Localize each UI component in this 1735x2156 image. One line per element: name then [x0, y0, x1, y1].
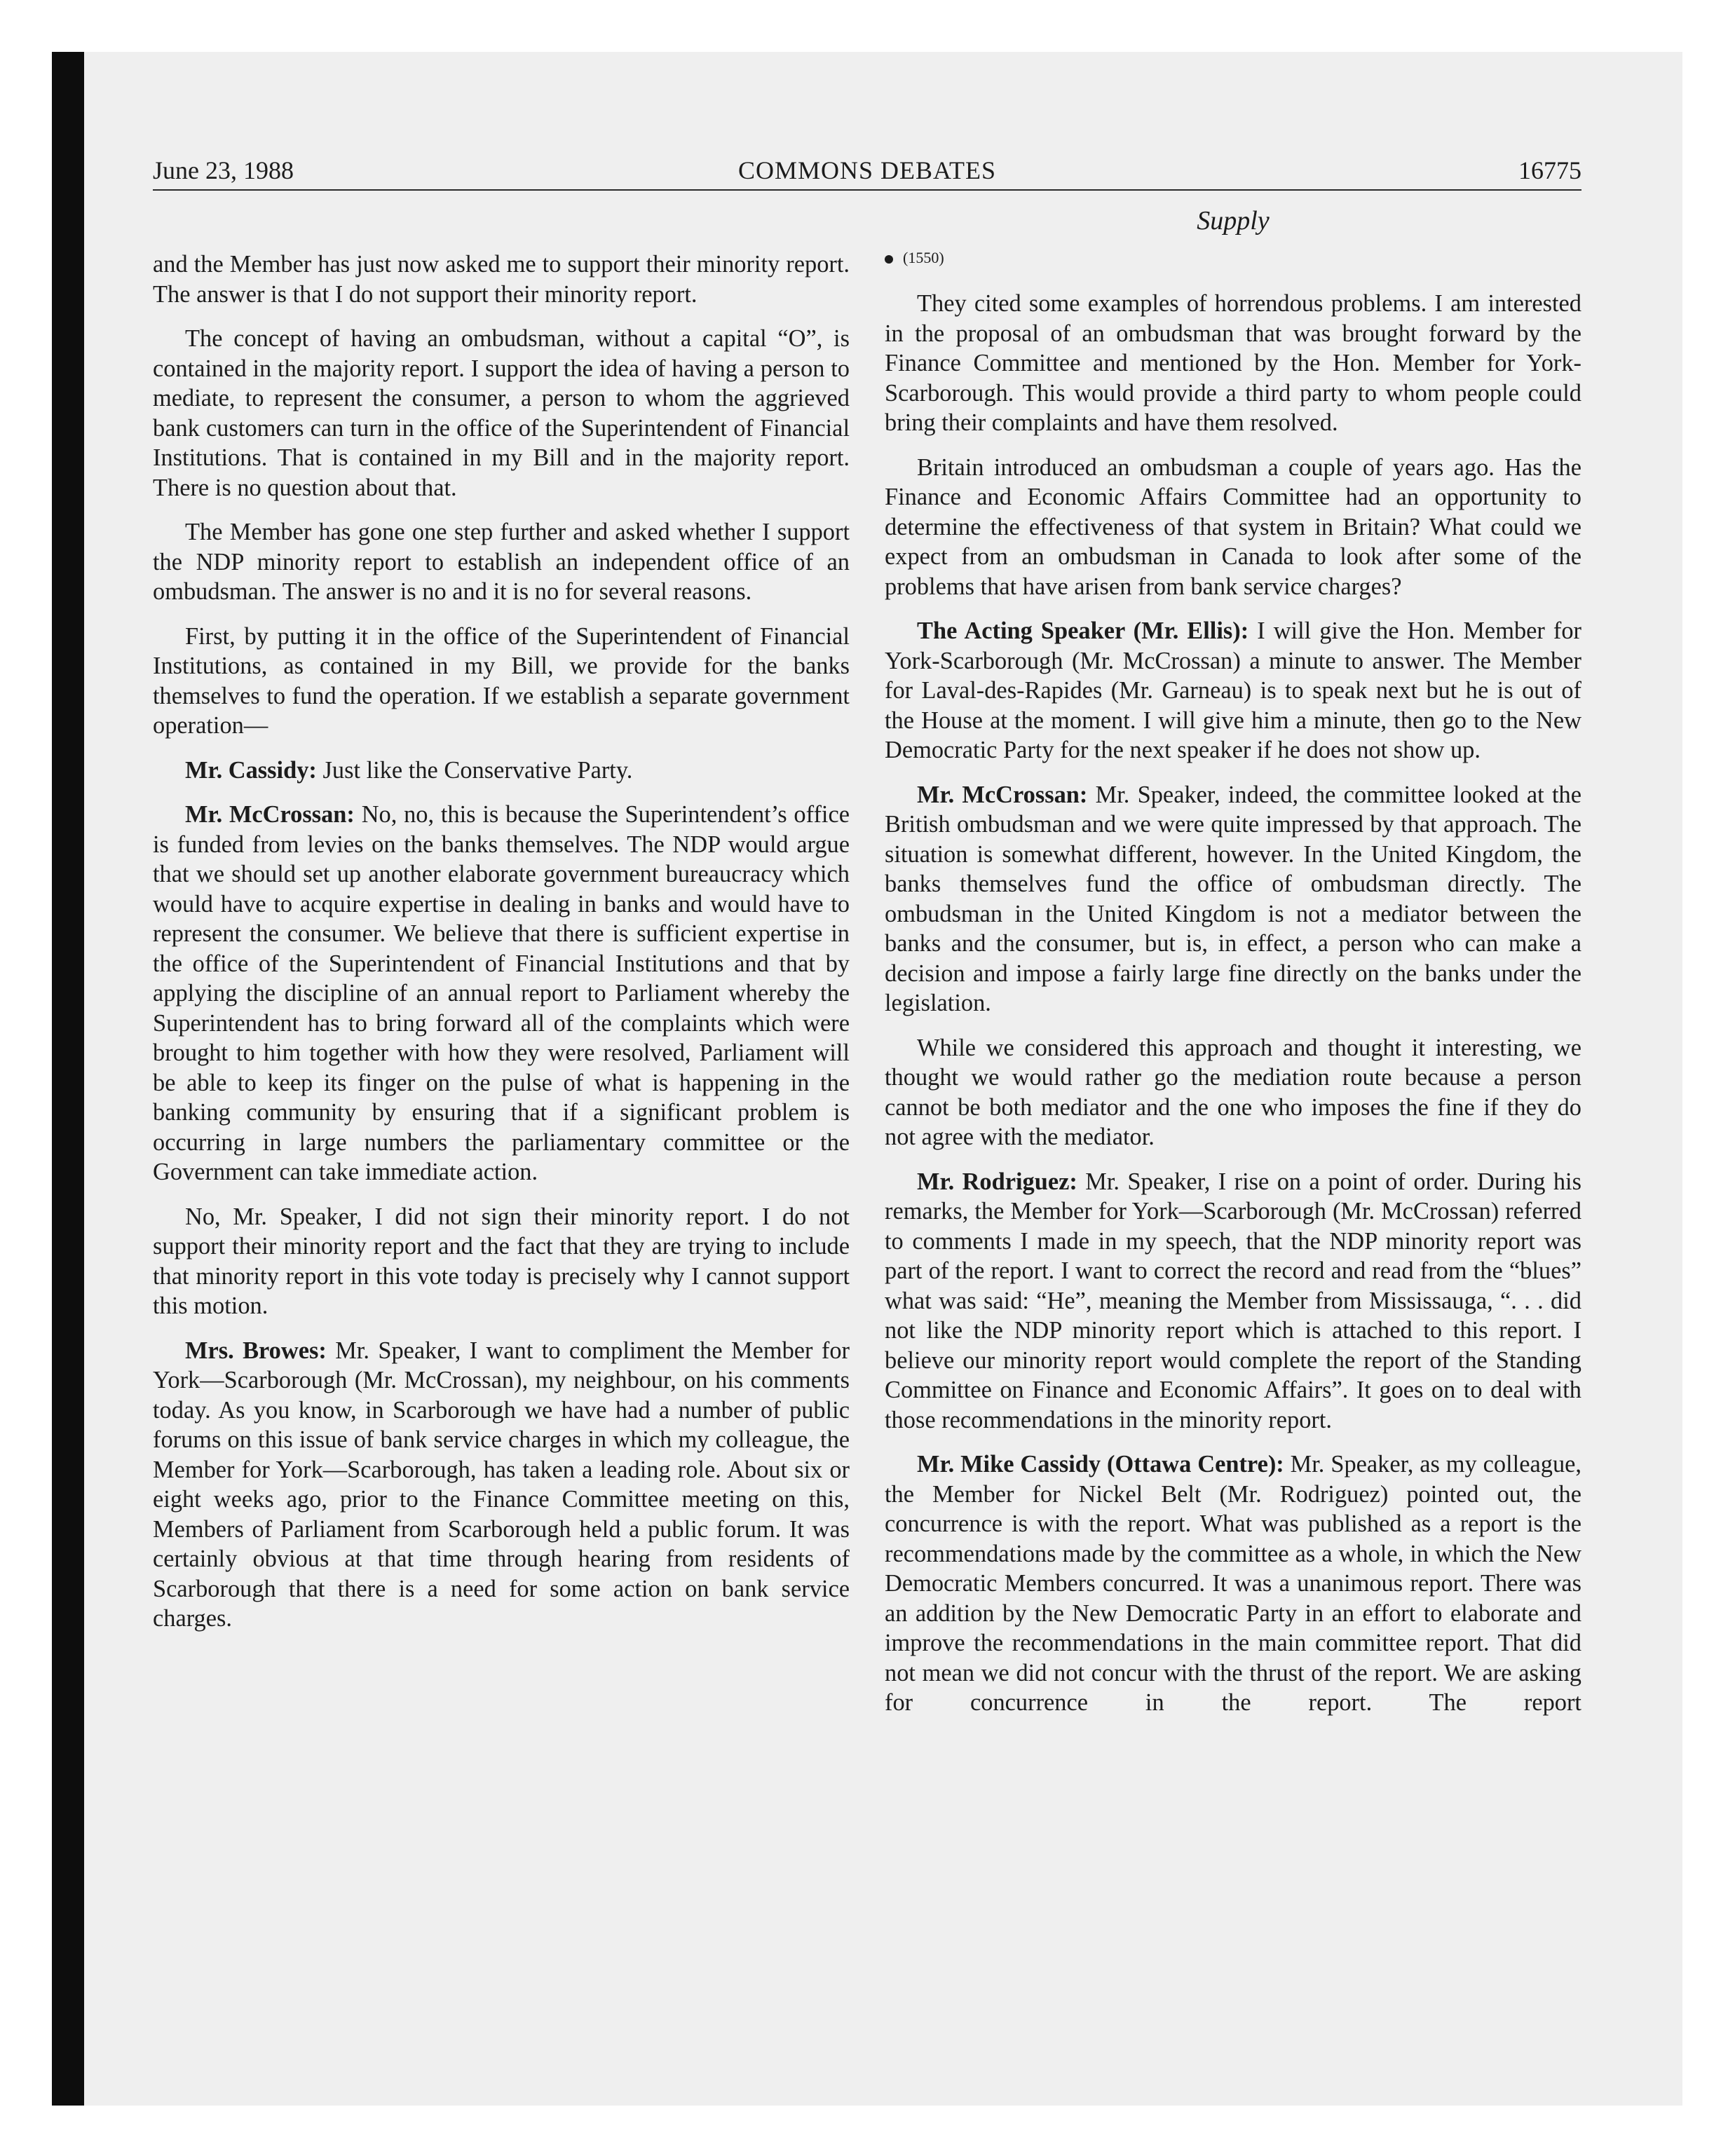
paragraph-text: I will give the Hon. Member for York-Scarborough (Mr. McCrossan) a minute to answer. The Member for Laval-des-Rapides (Mr. Garneau) is to speak next but he is out of the House at the moment. I will give him a minute, then go to the New Democratic Party for the next speaker if he does not show up. — [885, 618, 1581, 763]
paragraph — [885, 1449, 1581, 1718]
paragraph — [885, 453, 1581, 602]
paragraph-text: While we considered this approach and thought it interesting, we thought we would rather go the mediation route because a person cannot be both mediator and the one who imposes the fine if they do not agree with the mediator. — [885, 1034, 1581, 1150]
paragraph-text: First, by putting it in the office of the Superintendent of Financial Institutions, as contained in my Bill, we provide for the banks themselves to fund the operation. If we establish a separate government operation— — [153, 622, 850, 739]
paragraph — [153, 756, 850, 786]
paragraph — [885, 616, 1581, 765]
header-page-number: 16775 — [1518, 156, 1581, 184]
speaker-name: Mr. Mike Cassidy (Ottawa Centre): — [917, 1451, 1284, 1478]
left-column — [153, 250, 850, 1649]
paragraph-text: and the Member has just now asked me to support their minority report. The answer is that I do not support their minority report. — [153, 251, 850, 308]
paragraph — [153, 622, 850, 741]
speaker-name: Mr. McCrossan: — [185, 801, 355, 828]
paragraph — [153, 517, 850, 607]
speaker-name: Mrs. Browes: — [185, 1337, 327, 1364]
section-title: Supply — [1197, 206, 1270, 236]
paragraph — [153, 1202, 850, 1321]
paragraph — [153, 800, 850, 1187]
scan-border — [52, 52, 84, 2106]
speaker-name: Mr. Cassidy: — [185, 756, 317, 784]
paragraph-text: No, Mr. Speaker, I did not sign their minority report. I do not support their minority report and the fact that they are trying to include that minority report in this vote today is precisely why I cannot support this motion. — [153, 1203, 850, 1319]
speaker-name: Mr. McCrossan: — [917, 781, 1088, 808]
speaker-name: Mr. Rodriguez: — [917, 1168, 1077, 1195]
paragraph — [153, 324, 850, 503]
paragraph — [885, 1167, 1581, 1435]
right-column — [885, 245, 1581, 1733]
paragraph-text: The concept of having an ombudsman, without a capital “O”, is contained in the majority report. I support the idea of having a person to mediate, to represent the consumer, a person to whom the aggrieved bank customers can turn in the office of the Superintendent of Financial Institutions. That is contained in my Bill and in the majority report. There is no question about that. — [153, 325, 850, 501]
header-publication: COMMONS DEBATES — [737, 156, 997, 184]
paragraph-text: Just like the Conservative Party. — [322, 756, 633, 784]
paragraph-text: Mr. Speaker, indeed, the committee looked at the British ombudsman and we were quite impressed by that approach. The situation is somewhat different, however. In the United Kingdom, the banks themselves fund the office of ombudsman directly. The ombudsman in the United Kingdom is not a mediator between the banks and the consumer, but is, in effect, a person who can make a decision and impose a fairly large fine directly on the banks under the legislation. — [885, 781, 1581, 1016]
bullet-icon — [885, 255, 893, 264]
paragraph — [153, 250, 850, 309]
speaker-name: The Acting Speaker (Mr. Ellis): — [917, 618, 1249, 644]
paragraph — [885, 289, 1581, 438]
paragraph-text: Britain introduced an ombudsman a couple of years ago. Has the Finance and Economic Affairs Committee had an opportunity to determine the effectiveness of that system in Britain? What could we expect from an ombudsman in Canada to look after some of the problems that have arisen from bank service charges? — [885, 453, 1581, 600]
running-header — [153, 151, 1581, 191]
header-date: June 23, 1988 — [153, 156, 294, 184]
paragraph-text: Mr. Speaker, I rise on a point of order. During his remarks, the Member for York—Scarborough (Mr. McCrossan) referred to comments I made in my speech, that the NDP minority report was part of the report. I want to correct the record and read from the “blues” what was said: “He”, meaning the Member from Mississauga, “. . . did not like the NDP minority report which is attached to this report. I believe our minority report would complete the report of the Standing Committee on Finance and Economic Affairs”. It goes on to deal with those recommendations in the minority report. — [885, 1168, 1581, 1433]
paragraph — [885, 1033, 1581, 1152]
paragraph-text: Mr. Speaker, I want to compliment the Member for York—Scarborough (Mr. McCrossan), my neighbour, on his comments today. As you know, in Scarborough we have had a number of public forums on this issue of bank service charges in which my colleague, the Member for York—Scarborough, has taken a leading role. About six or eight weeks ago, prior to the Finance Committee meeting on this, Members of Parliament from Scarborough held a public forum. It was certainly obvious at that time through hearing from residents of Scarborough that there is a need for some action on bank service charges. — [153, 1337, 850, 1632]
paragraph-text: The Member has gone one step further and asked whether I support the NDP minority report to establish an independent office of an ombudsman. The answer is no and it is no for several reasons. — [153, 519, 850, 605]
paragraph-text: Mr. Speaker, as my colleague, the Member for Nickel Belt (Mr. Rodriguez) pointed out, the concurrence is with the report. What was published as a report is the recommendations made by the committee as a whole, in which the New Democratic Members concurred. It was a unanimous report. There was an addition by the New Democratic Party in an effort to elaborate and improve the recommendations in the main committee report. That did not mean we did not concur with the thrust of the report. We are asking for concurrence in the report. The report — [885, 1451, 1581, 1716]
time-marker-text: (1550) — [903, 249, 944, 266]
paragraph — [153, 1336, 850, 1634]
paragraph-text: No, no, this is because the Superintendent’s office is funded from levies on the banks themselves. The NDP would argue that we should set up another elaborate government bureaucracy which would have to acquire expertise in dealing in banks and would have to represent the consumer. We believe that there is sufficient expertise in the office of the Superintendent of Financial Institutions and that by applying the discipline of an annual report to Parliament whereby the Superintendent has to bring forward all of the complaints which were brought to him together with how they were resolved, Parliament will be able to keep its finger on the pulse of what is happening in the banking community by ensuring that if a significant problem is occurring in large numbers the parliamentary committee or the Government can take immediate action. — [153, 801, 850, 1185]
paragraph-text: They cited some examples of horrendous problems. I am interested in the proposal of an ombudsman that was brought forward by the Finance Committee and mentioned by the Hon. Member for York-Scarborough. This would provide a third party to whom people could bring their complaints and have them resolved. — [885, 290, 1581, 436]
paragraph — [885, 780, 1581, 1018]
time-marker — [885, 245, 1581, 271]
